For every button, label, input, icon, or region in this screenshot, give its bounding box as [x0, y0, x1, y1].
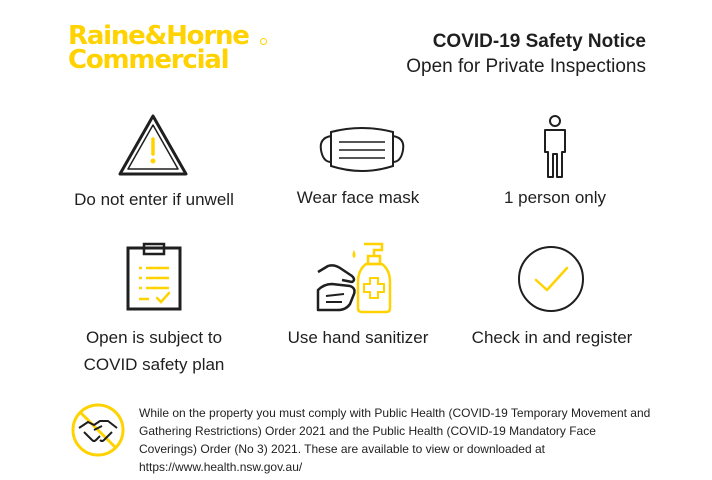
brand-line-2: Commercial: [68, 45, 229, 75]
label-open-subject-line-1: Open is subject to: [85, 328, 223, 347]
person-icon: [540, 114, 570, 180]
warning-triangle-icon: [117, 112, 189, 178]
notice-subtitle: Open for Private Inspections: [406, 56, 646, 77]
label-one-person: 1 person only: [503, 188, 607, 207]
no-handshake-icon: [70, 402, 126, 463]
notice-header: [406, 30, 646, 80]
registered-mark-icon: [260, 38, 267, 45]
label-hand-sanitizer: Use hand sanitizer: [287, 328, 429, 347]
label-do-not-enter: Do not enter if unwell: [74, 190, 234, 209]
hand-sanitizer-icon: [314, 240, 402, 316]
notice-title: COVID-19 Safety Notice: [432, 31, 646, 52]
clipboard-checklist-icon: [125, 242, 183, 312]
footer-notice-text: While on the property you must comply with Public Health (COVID-19 Temporary Movement and Gathering Restrictions) Order 2021 and the Public Health (COVID-19 Mandatory Face Coverings) Order (No 3) 2021. These are available to view or downloaded at https://www.health.nsw.gov.au/: [139, 406, 651, 474]
label-open-subject-line-2: COVID safety plan: [83, 355, 225, 374]
check-circle-icon: [516, 244, 586, 314]
label-check-in: Check in and register: [471, 328, 633, 347]
brand-logo: [68, 21, 268, 75]
brand-line-1: Raine&Horne: [68, 21, 249, 51]
face-mask-icon: [317, 122, 407, 178]
label-wear-mask: Wear face mask: [296, 188, 420, 207]
